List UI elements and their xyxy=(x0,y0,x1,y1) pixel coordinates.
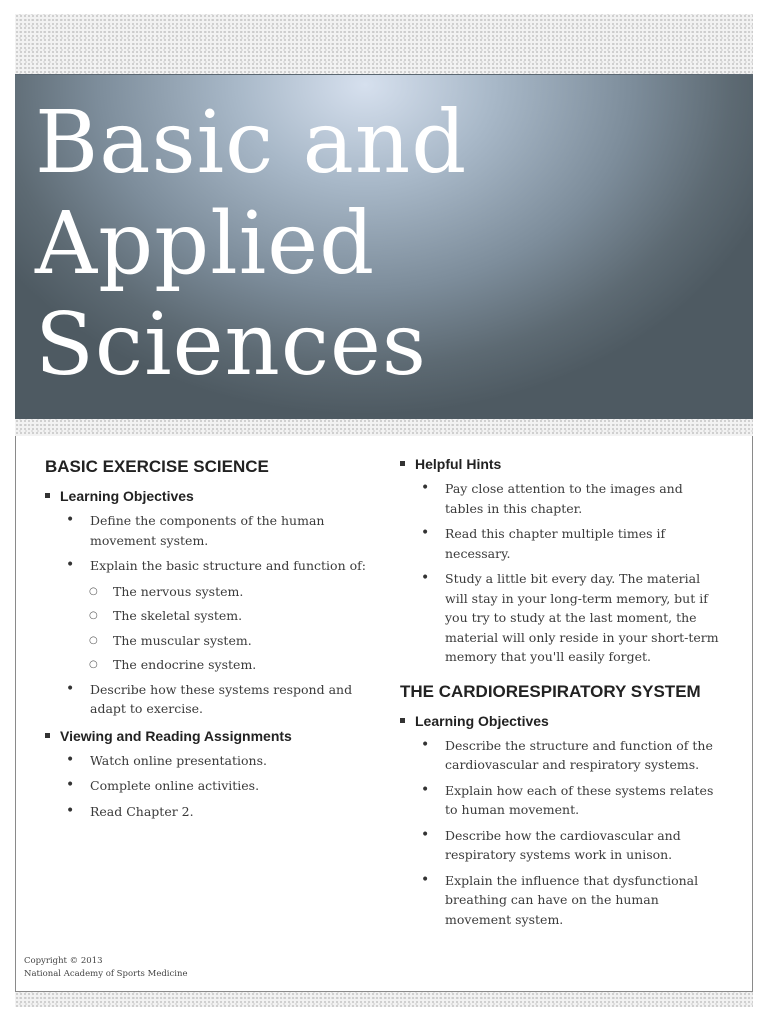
title-line-2: Applied xyxy=(35,194,376,294)
list-item: • Describe how the cardiovascular and respiratory systems work in unison. xyxy=(400,826,720,865)
list-item: • Define the components of the human movement system. xyxy=(45,511,375,550)
decorative-pattern-top xyxy=(15,14,753,74)
learning-objectives-list xyxy=(45,511,375,719)
list-item: • Describe the structure and function of the cardiovascular and respiratory systems. xyxy=(400,736,720,775)
list-item: • Pay close attention to the images and tables in this chapter. xyxy=(400,479,720,518)
list-item: • Explain the basic structure and function of: xyxy=(45,556,375,576)
subheading-helpful-hints: Helpful Hints xyxy=(400,455,720,473)
organization-name: National Academy of Sports Medicine xyxy=(24,969,188,979)
sub-list-item: ○ The muscular system. xyxy=(45,631,375,651)
title-line-1: Basic and xyxy=(35,93,468,193)
title-line-3: Sciences xyxy=(35,295,428,395)
list-item: • Explain how each of these systems relates to human movement. xyxy=(400,781,720,820)
list-item: • Explain the influence that dysfunctional breathing can have on the human movement system. xyxy=(400,871,720,930)
list-item: • Read this chapter multiple times if necessary. xyxy=(400,524,720,563)
section-heading-basic-exercise-science: BASIC EXERCISE SCIENCE xyxy=(45,457,269,476)
left-column xyxy=(45,456,375,829)
helpful-hints-list xyxy=(400,479,720,667)
copyright-footer xyxy=(24,955,188,981)
right-column xyxy=(400,455,720,937)
title-banner xyxy=(15,74,753,420)
list-item: • Complete online activities. xyxy=(45,776,375,796)
learning-objectives-list xyxy=(400,736,720,930)
assignments-list xyxy=(45,751,375,822)
list-item: • Read Chapter 2. xyxy=(45,802,375,822)
subheading-learning-objectives: Learning Objectives xyxy=(45,487,375,505)
sub-list-item: ○ The endocrine system. xyxy=(45,655,375,675)
section-heading-cardiorespiratory-system: THE CARDIORESPIRATORY SYSTEM xyxy=(400,681,701,701)
page-title xyxy=(35,93,467,396)
subheading-viewing-reading-assignments: Viewing and Reading Assignments xyxy=(45,727,375,745)
content-panel xyxy=(15,436,753,992)
list-item: • Describe how these systems respond and adapt to exercise. xyxy=(45,680,375,719)
list-item: • Study a little bit every day. The material will stay in your long-term memory, but if you try to study at the last moment, the material will only reside in your short-term memory that you'll easily forget. xyxy=(400,569,720,667)
decorative-pattern-divider xyxy=(15,419,753,436)
sub-list-item: ○ The nervous system. xyxy=(45,582,375,602)
subheading-learning-objectives: Learning Objectives xyxy=(400,712,720,730)
copyright-text: Copyright © 2013 xyxy=(24,956,103,966)
decorative-pattern-bottom xyxy=(15,992,753,1007)
list-item: • Watch online presentations. xyxy=(45,751,375,771)
sub-list-item: ○ The skeletal system. xyxy=(45,606,375,626)
